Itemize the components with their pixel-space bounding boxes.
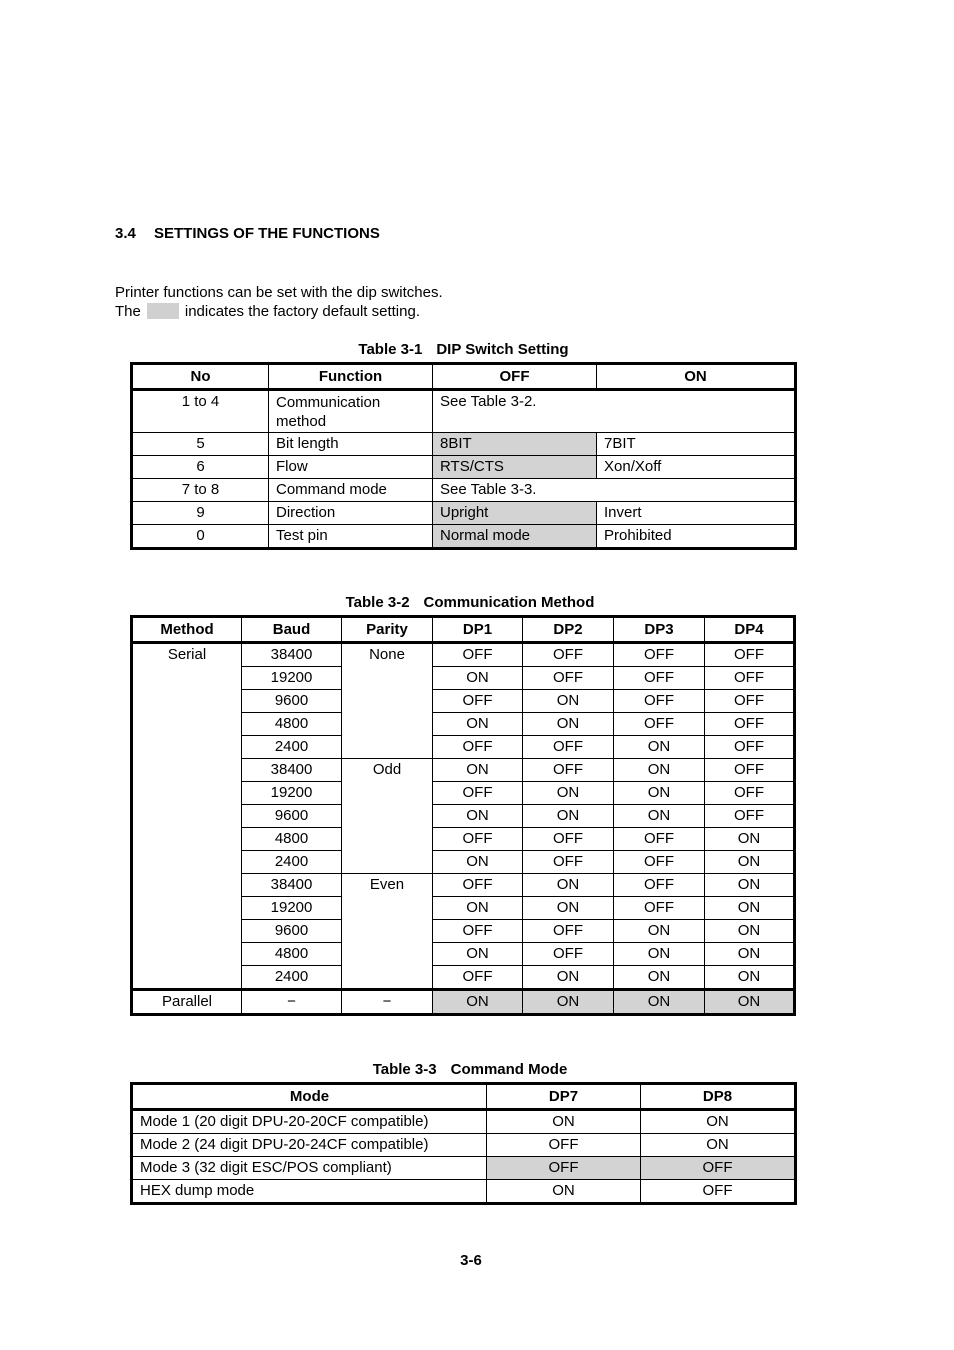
command-mode-table (130, 1082, 797, 1205)
col-header-on: ON (597, 364, 796, 390)
cell-dp8: OFF (641, 1157, 796, 1180)
cell-baud: 9600 (242, 805, 342, 828)
cell-baud: 4800 (242, 828, 342, 851)
cell-baud: 2400 (242, 851, 342, 874)
cell-dp8: ON (641, 1134, 796, 1157)
table2-title: Communication Method (423, 594, 595, 611)
table2-caption (130, 594, 810, 611)
table-row (132, 1180, 796, 1204)
section-number: 3.4 (115, 225, 136, 242)
cell-dp3: ON (614, 990, 705, 1015)
cell-off: Upright (433, 502, 597, 525)
cell-function: Communication method (269, 390, 433, 433)
cell-merged: See Table 3-2. (433, 390, 796, 433)
cell-dp1: ON (433, 805, 523, 828)
table1-title: DIP Switch Setting (436, 341, 569, 358)
intro-line-2-post: indicates the factory default setting. (184, 303, 420, 320)
cell-method: Parallel (132, 990, 242, 1015)
table-row (132, 433, 796, 456)
cell-baud: 38400 (242, 874, 342, 897)
cell-dp4: ON (705, 943, 795, 966)
cell-function: Flow (269, 456, 433, 479)
col-header-function: Function (269, 364, 433, 390)
cell-dp4: OFF (705, 736, 795, 759)
cell-dp1: OFF (433, 966, 523, 990)
table2-number: Table 3-2 (345, 594, 410, 611)
col-header-mode: Mode (132, 1084, 487, 1110)
table-row-parallel (132, 990, 795, 1015)
cell-dp2: OFF (523, 667, 614, 690)
cell-dp3: OFF (614, 828, 705, 851)
cell-no: 0 (132, 525, 269, 549)
col-header-dp2: DP2 (523, 617, 614, 643)
page-number: 3-6 (460, 1252, 482, 1269)
cell-dp4: OFF (705, 690, 795, 713)
table-row (132, 1110, 796, 1134)
table-row (132, 525, 796, 549)
cell-dp1: ON (433, 667, 523, 690)
communication-method-table (130, 615, 796, 1016)
cell-baud: 38400 (242, 643, 342, 667)
table-row (132, 390, 796, 433)
cell-dp2: OFF (523, 920, 614, 943)
cell-baud: 4800 (242, 713, 342, 736)
cell-mode: Mode 3 (32 digit ESC/POS compliant) (132, 1157, 487, 1180)
cell-dp3: OFF (614, 643, 705, 667)
cell-dp2: ON (523, 897, 614, 920)
table-row (132, 643, 795, 667)
cell-baud: 19200 (242, 782, 342, 805)
table-row (132, 1134, 796, 1157)
col-header-no: No (132, 364, 269, 390)
cell-dp1: OFF (433, 920, 523, 943)
col-header-parity: Parity (342, 617, 433, 643)
cell-baud: 9600 (242, 690, 342, 713)
cell-baud: − (242, 990, 342, 1015)
cell-on: Xon/Xoff (597, 456, 796, 479)
cell-dp2: ON (523, 690, 614, 713)
cell-mode: HEX dump mode (132, 1180, 487, 1204)
col-header-dp1: DP1 (433, 617, 523, 643)
cell-dp4: ON (705, 897, 795, 920)
col-header-dp8: DP8 (641, 1084, 796, 1110)
table1-number: Table 3-1 (358, 341, 423, 358)
cell-dp3: OFF (614, 851, 705, 874)
cell-dp2: ON (523, 782, 614, 805)
cell-dp4: ON (705, 966, 795, 990)
cell-dp7: ON (487, 1180, 641, 1204)
cell-no: 1 to 4 (132, 390, 269, 433)
cell-mode: Mode 2 (24 digit DPU-20-24CF compatible) (132, 1134, 487, 1157)
col-header-off: OFF (433, 364, 597, 390)
intro-line-2 (115, 302, 443, 321)
table3-number: Table 3-3 (372, 1061, 437, 1078)
cell-dp4: ON (705, 990, 795, 1015)
cell-dp3: ON (614, 805, 705, 828)
cell-dp3: ON (614, 759, 705, 782)
cell-off: RTS/CTS (433, 456, 597, 479)
table3-caption (130, 1061, 810, 1078)
cell-no: 7 to 8 (132, 479, 269, 502)
cell-dp4: ON (705, 828, 795, 851)
col-header-dp4: DP4 (705, 617, 795, 643)
intro-text (115, 283, 443, 321)
cell-dp7: OFF (487, 1134, 641, 1157)
cell-dp2: ON (523, 805, 614, 828)
cell-on: Invert (597, 502, 796, 525)
cell-dp2: OFF (523, 643, 614, 667)
cell-dp4: OFF (705, 643, 795, 667)
cell-dp4: OFF (705, 667, 795, 690)
intro-line-2-pre: The (115, 303, 141, 320)
cell-dp3: OFF (614, 667, 705, 690)
table-row (132, 1157, 796, 1180)
dip-switch-table (130, 362, 797, 550)
cell-dp7: ON (487, 1110, 641, 1134)
cell-dp4: OFF (705, 759, 795, 782)
cell-dp1: OFF (433, 736, 523, 759)
cell-dp3: OFF (614, 690, 705, 713)
section-title: SETTINGS OF THE FUNCTIONS (154, 225, 380, 242)
cell-dp1: OFF (433, 828, 523, 851)
cell-parity: Odd (342, 759, 433, 874)
cell-no: 5 (132, 433, 269, 456)
cell-dp3: ON (614, 920, 705, 943)
cell-dp1: ON (433, 897, 523, 920)
cell-dp2: ON (523, 874, 614, 897)
table1-caption (130, 341, 797, 358)
cell-dp1: ON (433, 713, 523, 736)
cell-dp7: OFF (487, 1157, 641, 1180)
cell-dp4: ON (705, 920, 795, 943)
cell-on: Prohibited (597, 525, 796, 549)
cell-dp1: ON (433, 851, 523, 874)
section-heading (115, 225, 380, 242)
cell-dp2: OFF (523, 736, 614, 759)
cell-dp4: OFF (705, 713, 795, 736)
cell-baud: 2400 (242, 736, 342, 759)
col-header-method: Method (132, 617, 242, 643)
cell-dp4: OFF (705, 782, 795, 805)
cell-function: Bit length (269, 433, 433, 456)
cell-dp3: OFF (614, 713, 705, 736)
cell-baud: 2400 (242, 966, 342, 990)
cell-off: 8BIT (433, 433, 597, 456)
cell-dp3: ON (614, 943, 705, 966)
table-row (132, 456, 796, 479)
cell-dp2: ON (523, 713, 614, 736)
cell-function: Direction (269, 502, 433, 525)
col-header-dp7: DP7 (487, 1084, 641, 1110)
cell-dp2: OFF (523, 759, 614, 782)
cell-no: 6 (132, 456, 269, 479)
cell-baud: 4800 (242, 943, 342, 966)
table-row (132, 502, 796, 525)
cell-dp2: ON (523, 990, 614, 1015)
cell-dp3: OFF (614, 897, 705, 920)
cell-dp8: OFF (641, 1180, 796, 1204)
cell-mode: Mode 1 (20 digit DPU-20-20CF compatible) (132, 1110, 487, 1134)
cell-baud: 19200 (242, 667, 342, 690)
cell-dp4: ON (705, 851, 795, 874)
cell-baud: 9600 (242, 920, 342, 943)
col-header-baud: Baud (242, 617, 342, 643)
cell-dp4: ON (705, 874, 795, 897)
cell-parity: Even (342, 874, 433, 990)
cell-dp1: ON (433, 990, 523, 1015)
cell-dp2: OFF (523, 828, 614, 851)
cell-dp1: OFF (433, 874, 523, 897)
cell-dp4: OFF (705, 805, 795, 828)
cell-parity: − (342, 990, 433, 1015)
cell-dp2: ON (523, 966, 614, 990)
cell-dp2: OFF (523, 943, 614, 966)
cell-dp1: ON (433, 943, 523, 966)
cell-dp1: OFF (433, 690, 523, 713)
cell-merged: See Table 3-3. (433, 479, 796, 502)
cell-dp8: ON (641, 1110, 796, 1134)
col-header-dp3: DP3 (614, 617, 705, 643)
cell-dp1: OFF (433, 782, 523, 805)
cell-baud: 19200 (242, 897, 342, 920)
cell-parity: None (342, 643, 433, 759)
cell-dp3: ON (614, 966, 705, 990)
cell-function: Test pin (269, 525, 433, 549)
cell-dp1: OFF (433, 643, 523, 667)
table3-title: Command Mode (450, 1061, 568, 1078)
cell-baud: 38400 (242, 759, 342, 782)
cell-dp2: OFF (523, 851, 614, 874)
cell-method: Serial (132, 643, 242, 990)
cell-no: 9 (132, 502, 269, 525)
intro-line-1: Printer functions can be set with the dip switches. (115, 284, 443, 301)
table-row (132, 479, 796, 502)
cell-dp3: OFF (614, 874, 705, 897)
cell-on: 7BIT (597, 433, 796, 456)
cell-off: Normal mode (433, 525, 597, 549)
default-highlight-swatch (147, 303, 179, 319)
cell-function: Command mode (269, 479, 433, 502)
cell-dp3: ON (614, 782, 705, 805)
cell-dp1: ON (433, 759, 523, 782)
cell-dp3: ON (614, 736, 705, 759)
